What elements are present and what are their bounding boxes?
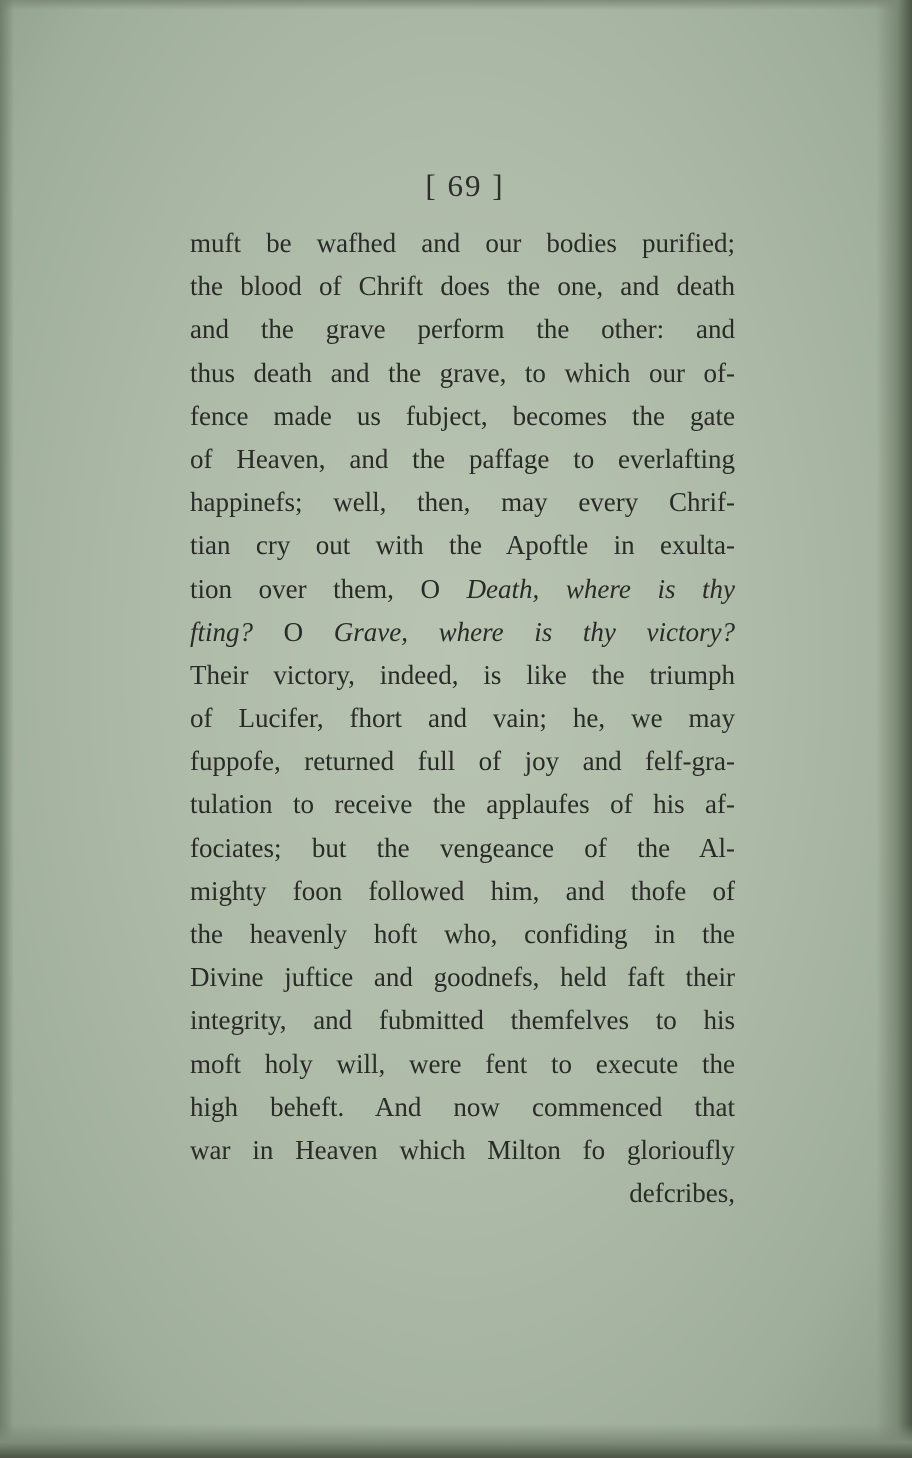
text-line: the heavenly hoft who, confiding in the xyxy=(190,919,735,949)
text-line: fociates; but the vengeance of the Al- xyxy=(190,832,735,863)
page-top-edge xyxy=(0,0,912,10)
page-bottom-edge xyxy=(0,1424,912,1458)
text-line: war in Heaven which Milton fo glorioufly xyxy=(190,1134,735,1165)
page-left-edge xyxy=(0,0,14,1458)
text-line: Divine juftice and goodnefs, held faft their xyxy=(190,962,735,993)
text-line: high beheft. And now commenced that xyxy=(190,1091,735,1122)
page-number: [ 69 ] xyxy=(425,168,505,203)
text-line-segment: O xyxy=(283,616,304,647)
text-line: the blood of Chrift does the one, and death xyxy=(190,271,735,302)
text-line: muft be wafhed and our bodies purified; xyxy=(190,228,735,258)
text-line: of Lucifer, fhort and vain; he, we may xyxy=(190,703,735,734)
text-line: integrity, and fubmitted themfelves to his xyxy=(190,1005,735,1036)
page-right-edge xyxy=(876,0,912,1458)
catchword: defcribes, xyxy=(629,1178,735,1209)
text-line: Their victory, indeed, is like the triumph xyxy=(190,659,735,690)
text-line: mighty foon followed him, and thofe of xyxy=(190,875,735,906)
text-line: happinefs; well, then, may every Chrif- xyxy=(190,487,735,518)
italic-quotation: Grave, where is thy victory? xyxy=(333,616,735,647)
text-line: fuppofe, returned full of joy and felf-gra- xyxy=(190,746,735,777)
text-line: of Heaven, and the paffage to everlafting xyxy=(190,443,735,474)
text-line: tulation to receive the applaufes of his af- xyxy=(190,789,735,820)
text-line: and the grave perform the other: and xyxy=(190,314,735,345)
italic-quotation: Death, where is thy xyxy=(466,573,735,604)
text-line: moft holy will, were fent to execute the xyxy=(190,1048,735,1079)
text-line-segment: tion over them, O xyxy=(190,573,440,604)
text-line: thus death and the grave, to which our of- xyxy=(190,357,735,388)
italic-quotation: fting? xyxy=(190,616,254,647)
text-line-with-quotation xyxy=(190,568,735,611)
text-line: fence made us fubject, becomes the gate xyxy=(190,400,735,431)
text-line: tian cry out with the Apoftle in exulta- xyxy=(190,530,735,561)
body-text xyxy=(190,222,735,1215)
text-line-with-quotation xyxy=(190,611,735,654)
